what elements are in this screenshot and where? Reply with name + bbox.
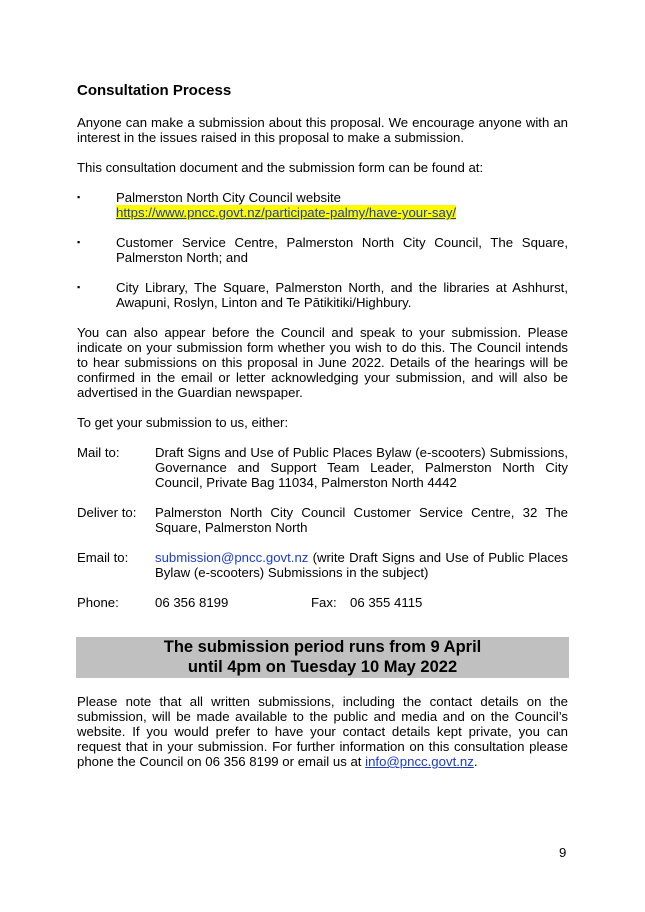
fax-label: Fax: xyxy=(311,595,337,610)
found-at-paragraph: This consultation document and the submission form can be found at: xyxy=(77,160,484,175)
bullet-libraries xyxy=(77,280,568,310)
phone-label: Phone: xyxy=(77,595,119,610)
intro-paragraph: Anyone can make a submission about this proposal. We encourage anyone with an interest in the issues raised in this proposal to make a submission. xyxy=(77,115,568,145)
appear-paragraph: You can also appear before the Council and speak to your submission. Please indicate on your submission form whether you wish to do this. The Council intends to hear submissions on this proposal in June 2022. Details of the hearings will be confirmed in the email or letter acknowledging your submission, and will also be advertised in the Guardian newspaper. xyxy=(77,325,568,400)
page-number: 9 xyxy=(559,845,567,860)
email-row xyxy=(77,550,568,580)
mail-address: Draft Signs and Use of Public Places Bylaw (e-scooters) Submissions, Governance and Support Team Leader, Palmerston North City Council, Private Bag 11034, Palmerston North 4442 xyxy=(155,445,568,490)
deliver-label: Deliver to: xyxy=(77,505,137,520)
section-heading: Consultation Process xyxy=(77,82,232,99)
privacy-paragraph xyxy=(77,694,568,769)
bullet-service-centre-text: Customer Service Centre, Palmerston North City Council, The Square, Palmerston North; and xyxy=(116,235,568,265)
deliver-address: Palmerston North City Council Customer Service Centre, 32 The Square, Palmerston North xyxy=(155,505,568,535)
submission-email-link[interactable]: submission@pncc.govt.nz xyxy=(155,550,309,565)
bullet-website xyxy=(77,190,568,220)
banner-line-1: The submission period runs from 9 April xyxy=(163,638,482,656)
bullet-website-text: Palmerston North City Council website xyxy=(116,190,342,205)
get-to-us-paragraph: To get your submission to us, either: xyxy=(77,415,289,430)
mail-row xyxy=(77,445,568,490)
bullet-marker-icon: ▪ xyxy=(77,282,81,292)
mail-label: Mail to: xyxy=(77,445,120,460)
phone-number: 06 356 8199 xyxy=(155,595,229,610)
bullet-marker-icon: ▪ xyxy=(77,192,81,202)
email-note: (write Draft Signs and Use of Public Places Bylaw (e-scooters) Submissions in the subject) xyxy=(155,550,568,580)
fax-number: 06 355 4115 xyxy=(350,595,423,610)
bullet-service-centre xyxy=(77,235,568,265)
website-link[interactable]: https://www.pncc.govt.nz/participate-palmy/have-your-say/ xyxy=(116,205,457,220)
bullet-marker-icon: ▪ xyxy=(77,237,81,247)
bullet-libraries-text: City Library, The Square, Palmerston North, and the libraries at Ashhurst, Awapuni, Roslyn, Linton and Te Pātikitiki/Highbury. xyxy=(116,280,568,310)
submission-period-banner xyxy=(76,637,569,678)
privacy-text: Please note that all written submissions, including the contact details on the submission, will be made available to the public and media and on the Council’s website. If you would prefer to have your contact details kept private, you can request that in your submission. For further information on this consultation please phone the Council on 06 356 8199 or email us at xyxy=(77,694,568,769)
deliver-row xyxy=(77,505,568,535)
banner-line-2: until 4pm on Tuesday 10 May 2022 xyxy=(187,658,458,676)
privacy-end: . xyxy=(473,754,478,769)
info-email-link[interactable]: info@pncc.govt.nz xyxy=(365,754,474,769)
email-label: Email to: xyxy=(77,550,129,565)
